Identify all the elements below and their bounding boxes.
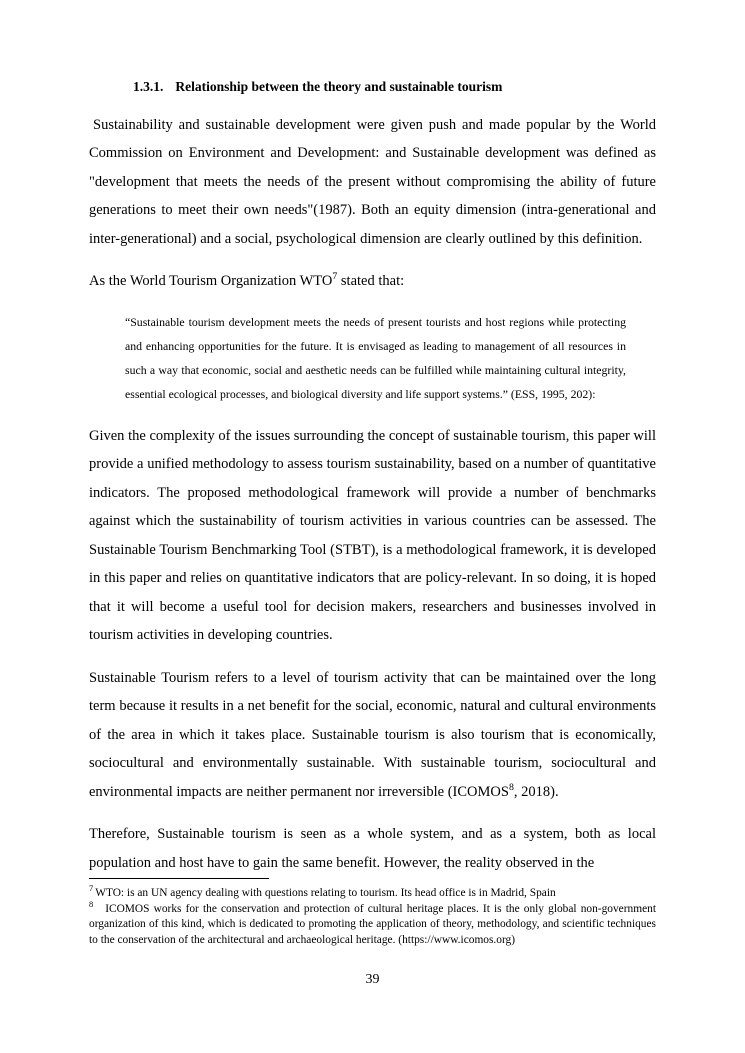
footnote-8 [89, 899, 656, 949]
footnote-7-number: 7 [89, 884, 94, 894]
footnote-7 [89, 886, 656, 902]
footnote-8-number: 8 [89, 899, 94, 909]
wto-intro-text: As the World Tourism Organization WTO [89, 273, 333, 290]
section-number: 1.3.1. [133, 79, 164, 94]
block-quote: “Sustainable tourism development meets the needs of present tourists and host regions while protecting and enhancing opportunities for the future. It is envisaged as leading to management of all resources in such a way that economic, social and aesthetic needs can be fulfilled while maintaining cultural integrity, essential ecological processes, and biological diversity and life support systems.” (ESS, 1995, 202): [125, 314, 626, 401]
sustainable-tourism-text: Sustainable Tourism refers to a level of tourism activity that can be maintained over the long term because it results in a net benefit for the social, economic, natural and cultural environments of the area in which it takes place. Sustainable tourism is also tourism that is economically, sociocultural and environmentally sustainable. With sustainable tourism, sociocultural and environmental impacts are neither permanent nor irreversible (ICOMOS [89, 669, 656, 800]
section-heading [89, 78, 656, 97]
footnote-ref-7: 7 [332, 271, 338, 283]
footnote-8-text: ICOMOS works for the conservation and protection of cultural heritage places. It is the only global non-government organization of this kind, which is dedicated to promoting the application of theory, methodology, and scientific techniques to the conservation of the architectural and archaeological heritage. (https://www.icomos.org) [89, 902, 656, 946]
paragraph-sustainable-tourism [89, 664, 656, 807]
page-number: 39 [365, 972, 380, 987]
paragraph-wto-intro [89, 267, 656, 296]
footnote-separator [89, 878, 269, 879]
paragraph-therefore: Therefore, Sustainable tourism is seen as a whole system, and as a system, both as local population and host have to gain the same benefit. However, the reality observed in the [89, 826, 656, 871]
section-title: Relationship between the theory and sustainable tourism [175, 79, 503, 94]
paragraph-complexity: Given the complexity of the issues surrounding the concept of sustainable tourism, this paper will provide a unified methodology to assess tourism sustainability, based on a number of quantitative indicators. The proposed methodological framework will provide a number of benchmarks against which the sustainability of tourism activities in various countries can be assessed. The Sustainable Tourism Benchmarking Tool (STBT), is a methodological framework, it is developed in this paper and relies on quantitative indicators that are policy-relevant. In so doing, it is hoped that it will become a useful tool for decision makers, researchers and businesses involved in tourism activities in developing countries. [89, 427, 656, 644]
paragraph-sustainability: Sustainability and sustainable development were given push and made popular by the World Commission on Environment and Development: and Sustainable development was defined as "development that meets the needs of the present without compromising the ability of future generations to meet their own needs"(1987). Both an equity dimension (intra-generational and inter-generational) and a social, psychological dimension are clearly outlined by this definition. [89, 116, 656, 247]
wto-intro-suffix: stated that: [337, 273, 405, 290]
icomos-suffix: , 2018). [513, 783, 559, 800]
footnote-ref-8: 8 [508, 782, 514, 794]
footnote-area [89, 878, 656, 948]
footnote-7-text: WTO: is an UN agency dealing with questions relating to tourism. Its head office is in Madrid, Spain [95, 887, 556, 899]
